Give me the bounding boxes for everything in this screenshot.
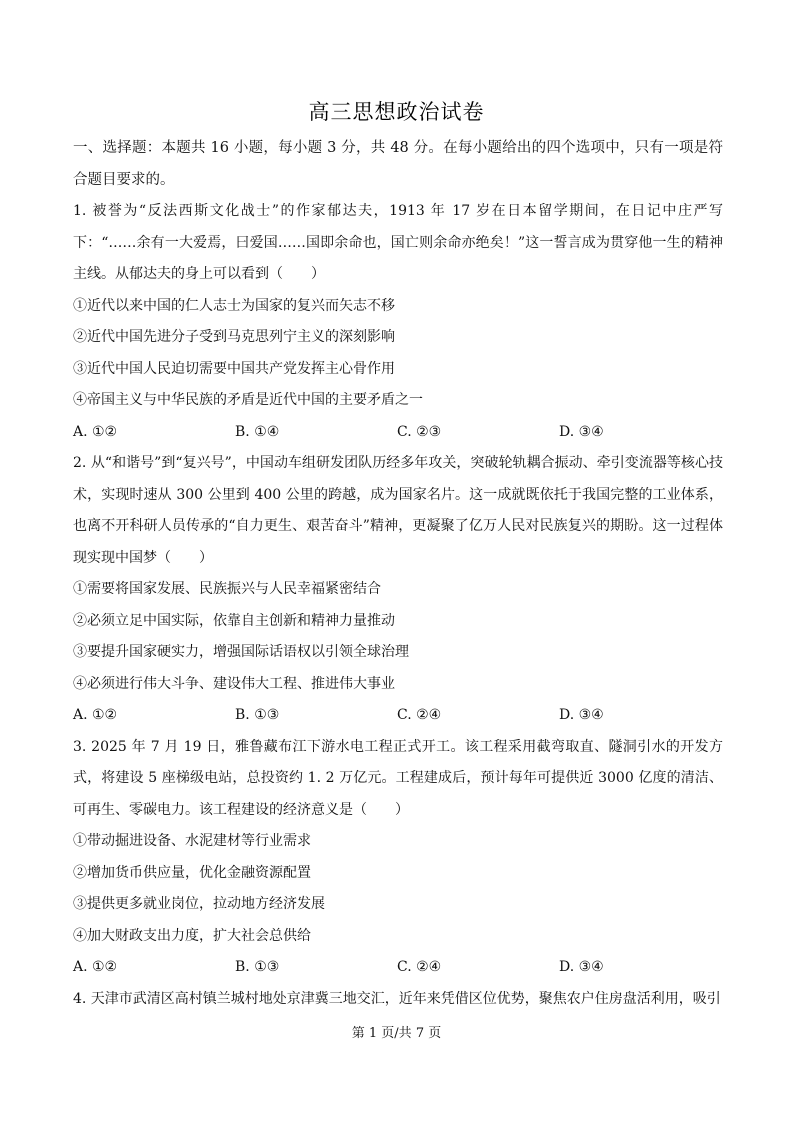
page-title: 高三思想政治试卷 (308, 100, 485, 124)
answer-choice-a: A. ①② (73, 959, 118, 975)
question-stem: 1. 被誉为“反法西斯文化战士”的作家郁达夫，1913 年 17 岁在日本留学期间，在日记中庄严写下：“……余有一大爱焉，曰爱国……国即余命也，国亡则余命亦绝矣！”这一誓言成为贯穿他一生的精神主线。从郁达夫的身上可以看到（ ） (73, 203, 723, 282)
answer-choice-c: C. ②④ (397, 707, 442, 723)
answer-choice-a: A. ①② (73, 423, 118, 440)
answer-choice-c: C. ②③ (397, 423, 442, 440)
question-3 (73, 732, 723, 984)
exam-content (73, 133, 723, 1015)
answer-choices (73, 417, 723, 449)
answer-choices (73, 700, 723, 732)
statement-option: ②增加货币供应量，优化金融资源配置 (73, 864, 311, 881)
answer-choice-b: B. ①③ (235, 959, 280, 975)
answer-choice-b: B. ①④ (235, 423, 280, 440)
statement-option: ③提供更多就业岗位，拉动地方经济发展 (73, 896, 325, 912)
question-stem: 2. 从“和谐号”到“复兴号”，中国动车组研发团队历经多年攻关，突破轮轨耦合振动、牵引变流器等核心技术，实现时速从 300 公里到 400 公里的跨越，成为国家名片。这一成就既依托于我国完整的工业体系，也离不开科研人员传承的“自力更生、艰苦奋斗”精神，更凝聚了亿万人民对民族复兴的期盼。这一过程体现实现中国梦（ ） (73, 455, 723, 566)
statement-option: ②近代中国先进分子受到马克思列宁主义的深刻影响 (73, 329, 395, 345)
statement-option: ②必须立足中国实际，依靠自主创新和精神力量推动 (73, 612, 395, 629)
answer-choice-a: A. ①② (73, 707, 118, 723)
question-4 (73, 984, 723, 1016)
answer-choices (73, 952, 723, 984)
question-2 (73, 448, 723, 732)
page-footer: 第 1 页/共 7 页 (351, 1026, 442, 1041)
answer-choice-d: D. ③④ (559, 707, 604, 723)
question-stem: 4. 天津市武清区高村镇兰城村地处京津冀三地交汇，近年来凭借区位优势，聚焦农户住房盘活利用，吸引 (73, 990, 721, 1007)
answer-choice-b: B. ①③ (235, 707, 280, 723)
statement-option: ③要提升国家硬实力，增强国际话语权以引领全球治理 (73, 644, 409, 660)
statement-option: ①近代以来中国的仁人志士为国家的复兴而矢志不移 (73, 297, 395, 314)
statement-option: ④加大财政支出力度，扩大社会总供给 (73, 927, 311, 944)
statement-option: ④帝国主义与中华民族的矛盾是近代中国的主要矛盾之一 (73, 392, 423, 408)
statement-option: ①带动掘进设备、水泥建材等行业需求 (73, 833, 311, 849)
section-header: 一、选择题：本题共 16 小题，每小题 3 分，共 48 分。在每小题给出的四个选项中，只有一项是符合题目要求的。 (73, 140, 723, 188)
answer-choice-d: D. ③④ (559, 423, 604, 440)
statement-option: ④必须进行伟大斗争、建设伟大工程、推进伟大事业 (73, 675, 395, 692)
answer-choice-d: D. ③④ (559, 959, 604, 975)
question-1 (73, 196, 723, 448)
statement-option: ①需要将国家发展、民族振兴与人民幸福紧密结合 (73, 581, 381, 597)
statement-option: ③近代中国人民迫切需要中国共产党发挥主心骨作用 (73, 360, 395, 377)
answer-choice-c: C. ②④ (397, 959, 442, 975)
question-stem: 3. 2025 年 7 月 19 日，雅鲁藏布江下游水电工程正式开工。该工程采用截弯取直、隧洞引水的开发方式，将建设 5 座梯级电站，总投资约 1. 2 万亿元。工程建成后，预计每年可提供近 3000 亿度的清洁、可再生、零碳电力。该工程建设的经济意义是（ ） (73, 738, 723, 818)
